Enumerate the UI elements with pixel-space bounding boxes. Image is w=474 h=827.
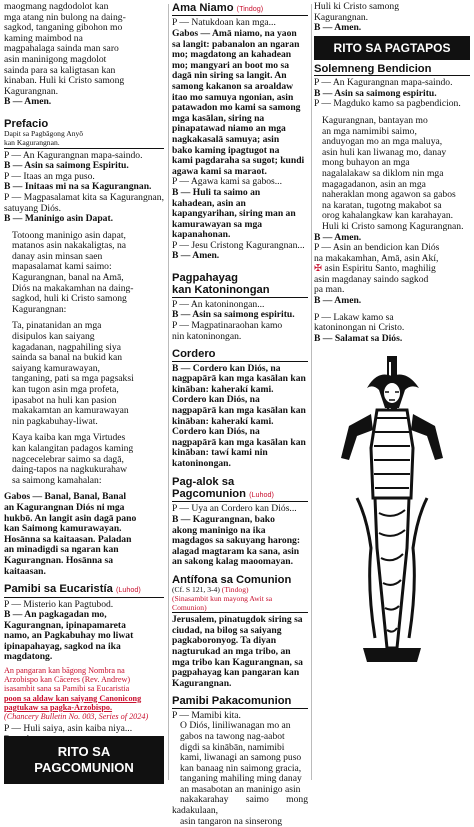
column-middle — [172, 0, 308, 827]
dialogue-line: P — Huli saiya, asin kaiba niya... — [4, 723, 133, 735]
blessing-prayer: Kagurangnan, bantayan mo an mga namimibi saimo, anduyogan mo an mga maluya, asin huli kan liwanag mo, danay mong buhayon an mga nagalalakaw sa diklom nin mga magagadanon, asin an mga naheraklan mong agawon sa gabos na karatan, tugotng makabot sa orog kahalangkaw kan karahayan. Huli ki Cristo samong Kagurangnan. — [322, 114, 464, 232]
dialogue-line: P — Mamibi kita. — [172, 709, 241, 721]
banner-rito-pagcomunion: RITO SA PAGCOMUNION — [4, 736, 164, 784]
text-line: mga atang nin bulong na daing- — [4, 11, 126, 23]
response-lord-i-am-not-worthy: B — Kagurangnan, bako akong maninigo na ika magdagos sa sakuyang harong: alagad magtaram ka sana, asin an sakong kalag maoomayan. — [172, 514, 301, 568]
text-line: sainda para sa kaligtasan kan — [4, 64, 116, 76]
dialogue — [4, 151, 164, 225]
preface-paragraph: Ta, pinatanidan an mga disipulos kan saiyang kagadanan, nagpahiling siya sainda sa banal na bukid kan saiyang kamurawayan, tanganing, pati sa mga pagsaksi kan tugon asin mga profeta, ipasabot na huli kan pasion makakamtan an kamurawayan nin pagkabuhay-liwat. — [12, 320, 134, 427]
section-subtitle: (Cf. S 121, 3-4) (Tindog) (Sinasambit kun mayong Awit sa Comunion) — [172, 586, 308, 613]
text-line: maogmang nagdodolot kan — [4, 1, 109, 12]
text-line: magpahalaga sainda man saro — [4, 43, 119, 55]
doxology: B — Huli ta saimo an kahadean, asin an kapangyarihan, siring man an kamurawayan sa mga kapanahonan. — [172, 186, 296, 241]
dialogue-line: P — Magpasalamat kita sa Kagurangnan, satuyang Diós. — [4, 191, 164, 214]
column-divider — [168, 4, 169, 780]
response-amen: B — Amen. — [314, 22, 362, 34]
response-amen: B — Amen. — [4, 96, 52, 108]
dialogue-line: P — Jesu Cristong Kagurangnan... — [172, 239, 305, 251]
acclamation: B — An pagkagadan mo, Kagurangnan, ipinapamareta namo, an Pagkabuhay mo liwat ipinapahayag, sagkod na ika magdatong. — [4, 609, 134, 663]
section-title-antifona: Antífona sa Comunion — [172, 573, 292, 586]
dialogue-line: B — Asin sa saimong Espiritu. — [4, 160, 129, 172]
text-line: sagkod, tanganing gibohon mo — [4, 22, 123, 34]
dialogue-line: P — Uya an Cordero kan Diós... — [172, 503, 297, 515]
text-line: kinaban. Huli ki Cristo samong — [4, 75, 125, 87]
preface-paragraph: Kaya kaiba kan mga Virtudes kan kalangitan padagos kaming nagcecelebrar saimo sa dagā, daing-tapos na nagkukurahaw sa saimong kamahalan: — [12, 432, 134, 486]
intro-prayer — [4, 2, 164, 97]
column-left — [4, 0, 164, 784]
section-subtitle: Dapit sa Pagbāgong Anyō kan Kagurangnan. — [4, 130, 164, 148]
dialogue-line: P — Agawa kami sa gabos... — [172, 176, 282, 188]
section-title-bendicion: Solemneng Bendicion — [314, 63, 470, 76]
section-title-pag-alok: Pag-alok sa Pagcomunion (Luhod) — [172, 476, 308, 503]
post-communion-prayer: O Diós, liniliwanagan mo an gabos na tawong nag-aabot digdi sa kinābān, namimibi kami, liwanagi an samong puso kan banaag nin saimong gracia, tanganing mahiling ming danay an masabotan an maninigo asin nakakarahay saimo mong kadakulaan, asin tangaron na sinserong — [172, 720, 308, 827]
preface-paragraph: Totoong maninigo asin dapat, matanos asin nakakaligtas, na danay asin minsan saen mapasalamat kami saimo: Kagurangnan, banal na Amā, Diós na makakamhan na daing- sagkod, huli ki Cristo samong Kagurangnan: — [12, 229, 134, 315]
section-title-cordero: Cordero — [172, 348, 308, 361]
text-line: asin maninigong magdolot — [4, 53, 107, 65]
dialogue-line: P — Itaas an mga puso. — [4, 170, 95, 182]
posture-tag: (Luhod) — [115, 585, 141, 595]
dialogue-line: B — Initaas mi na sa Kagurangnan. — [4, 181, 152, 193]
dialogue-line: P — Magduko kamo sa pagbendicion. — [314, 98, 461, 110]
section-title-pamibi-eucaristia: Pamibi sa Eucaristía (Luhod) — [4, 583, 164, 597]
response-thanks: B — Salamat sa Diós. — [314, 332, 403, 344]
section-title-prefacio: Prefacio — [4, 117, 49, 130]
lords-prayer: Gabos — Amā niamo, na yaon sa langit: pabanalon an ngaran mo; magdatong an kahadean mo; mangyari an boot mo sa dagā nin siring sa langit. An samong kakanon sa aroaldaw itao mo samuya ngonian, asin patawadon mo kami sa samong mga kasālan, siring na pinapatawad niamo an mga nagkakasalā samuya; asin bako kaming ipagtugot na kami pagdaraha sa sugot; kundi agawa kami sa maraot. — [172, 28, 305, 177]
response-amen: B — Amen. — [314, 231, 362, 243]
rubric-note: An pangaran kan bāgong Nombra na Arzobispo kan Cāceres (Rev. Andrew) isasambit sana sa Pamibi sa Eucaristia poon sa aldaw kan saiyang Canonicong pagtukaw sa pagka-Arzobispo. (Chancery Bulletin No. 003, Series of 2024) — [4, 666, 149, 722]
posture-tag: (Luhod) — [249, 490, 274, 499]
response-amen: B — Amen. — [314, 295, 362, 307]
column-divider — [311, 4, 312, 780]
dismissal: P — Lakaw kamo sa katoninongan ni Cristo. — [314, 311, 405, 334]
communion-antiphon: Jerusalem, pinatugdok siring sa ciudad, na bilog sa saiyang pagkaboronyog. Ta diyan nagturukad an mga tribo, an mga tribo kan Kagurangnan, sa pagpahayag kan pangaran kan Kagurangnan. — [172, 614, 303, 689]
dialogue-line: P — An katoninongan... — [172, 298, 265, 310]
dialogue-line: B — Asin sa saimong espiritu. — [172, 309, 295, 321]
dialogue-line: B — Asin sa saimong espiritu. — [314, 87, 437, 99]
sanctus: Gabos — Banal, Banal, Banal an Kagurangnan Diós ni mga hukbō. An langit asin dagā pano kan Saimong kamurawayan. Hosānna sa kaitaasan. Paladan an minadigdi sa ngaran kan Kagurangnan. Hosānna sa kaitaasan. — [4, 491, 137, 577]
posture-tag: (Tindog) — [236, 4, 264, 13]
crucifix-figure-icon — [327, 348, 457, 668]
section-title-pagpahayag: Pagpahayag kan Katoninongan — [172, 272, 308, 298]
dialogue-line: P — An Kagurangnan mapa-saindo. — [4, 149, 143, 161]
posture-tag: (Tindog) — [221, 585, 249, 595]
cross-icon: ✠ — [314, 263, 323, 275]
final-blessing: P — Asin an bendicion kan Diós na makakamhan, Amā, asin Akí, ✠ asin Espiritu Santo, maghilig asin magdanay saindo sagkod pa man. — [314, 242, 440, 296]
closing-line: Huli ki Cristo samong Kagurangnan. — [314, 1, 400, 23]
dialogue-line: B — Maninigo asin Dapat. — [4, 213, 114, 225]
text-line: Kagurangnan. — [4, 85, 59, 97]
response-amen: B — Amen. — [172, 250, 220, 262]
dialogue-line: P — An Kagurangnan mapa-saindo. — [314, 77, 453, 89]
section-title-ama-niamo: Ama Niamo (Tindog) — [172, 2, 308, 16]
agnus-dei: B — Cordero kan Diós, na nagpapārā kan mga kasālan kan kināban: kaherakí kami. Cordero kan Diós, na nagpapārā kan mga kasālan kan kināban: kaherakí kami. Cordero kan Diós, na nagpapārā kan mga kasālan kan kināban: tawí kami nin katoninongan. — [172, 362, 306, 469]
banner-rito-pagtapos: RITO SA PAGTAPOS — [314, 36, 470, 60]
dialogue-line: P — Natukdoan kan mga... — [172, 17, 276, 29]
column-right — [314, 0, 470, 784]
dialogue-line: P — Misterio kan Pagtubod. — [4, 598, 114, 610]
section-title-pamibi-pakacomunion: Pamibi Pakacomunion — [172, 695, 308, 708]
dialogue-line: P — Magpatinaraohan kamo nin katoninongan. — [172, 320, 283, 342]
text-line: kaming maimbod na — [4, 32, 83, 44]
